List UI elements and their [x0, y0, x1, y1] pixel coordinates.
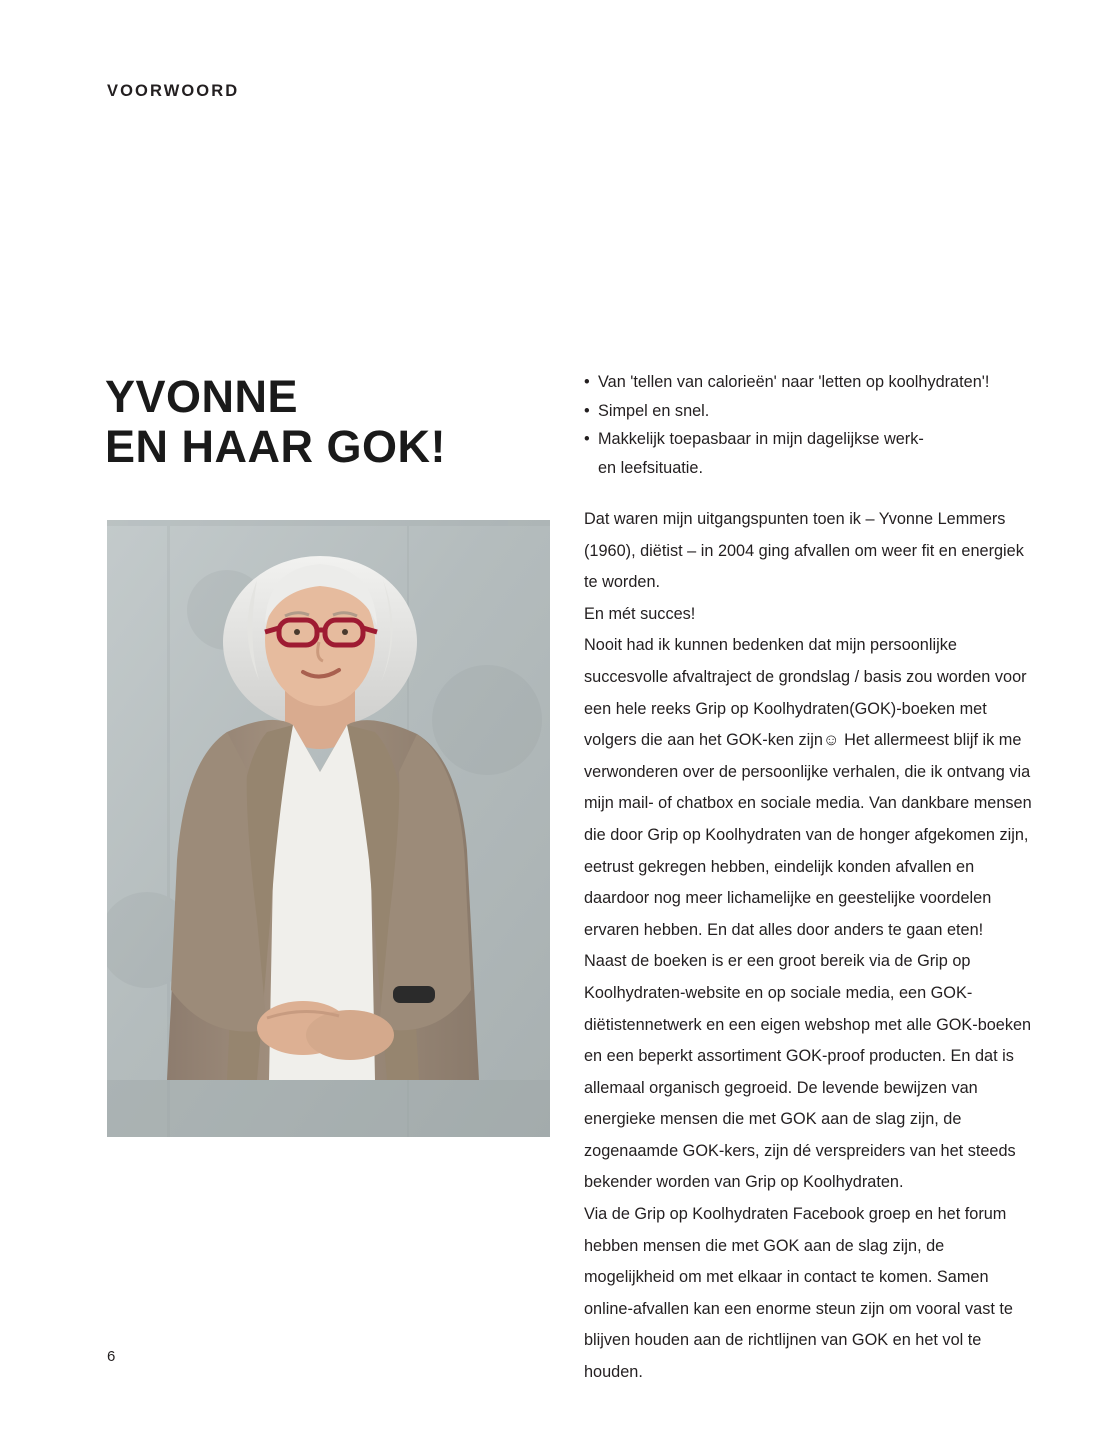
title-line-1: YVONNE	[105, 371, 299, 422]
list-item-text: Makkelijk toepasbaar in mijn dagelijkse werk-	[598, 430, 924, 448]
portrait-illustration	[107, 520, 550, 1137]
list-item-text-continued: en leefsituatie.	[598, 458, 703, 477]
body-text	[584, 504, 1039, 1389]
page-title	[105, 372, 535, 472]
bullet-list	[584, 368, 1039, 482]
paragraph-2: En mét succes!	[584, 604, 696, 623]
paragraph-1: Dat waren mijn uitgangspunten toen ik – Yvonne Lemmers (1960), diëtist – in 2004 ging afvallen om weer fit en energiek te worden.	[584, 510, 1024, 592]
page-number: 6	[107, 1348, 116, 1365]
paragraph-3: Nooit had ik kunnen bedenken dat mijn persoonlijke succesvolle afvaltraject de grondslag / basis zou worden voor een hele reeks Grip op Koolhydraten(GOK)-boeken met volgers die aan het GOK-ken zijn☺ Het allermeest blijf ik me verwonderen over de persoonlijke verhalen, die ik ontvang via mijn mail- of chatbox en sociale media. Van dankbare mensen die door Grip op Koolhydraten van de honger afgekomen zijn, eetrust gekregen hebben, eindelijk konden afvallen en daardoor nog meer lichamelijke en geestelijke voordelen ervaren hebben. En dat alles door anders te gaan eten!	[584, 636, 1032, 939]
running-head: VOORWOORD	[107, 82, 240, 100]
title-line-2: EN HAAR GOK!	[105, 421, 446, 472]
list-item	[584, 425, 1039, 482]
list-item: • Simpel en snel.	[584, 397, 1039, 426]
paragraph-5: Via de Grip op Koolhydraten Facebook groep en het forum hebben mensen die met GOK aan de slag zijn, de mogelijkheid om met elkaar in contact te komen. Samen online-afvallen kan een enorme steun zijn om vooral vast te blijven houden aan de richtlijnen van GOK en het vol te houden.	[584, 1205, 1013, 1382]
text-column	[584, 368, 1039, 1389]
list-item: • Van 'tellen van calorieën' naar 'letten op koolhydraten'!	[584, 368, 1039, 397]
paragraph-4: Naast de boeken is er een groot bereik via de Grip op Koolhydraten-website en op sociale media, een GOK-diëtistennetwerk en een eigen webshop met alle GOK-boeken en een beperkt assortiment GOK-proof producten. En dat is allemaal organisch gegroeid. De levende bewijzen van energieke mensen die met GOK aan de slag zijn, de zogenaamde GOK-kers, zijn dé verspreiders van het steeds bekender worden van Grip op Koolhydraten.	[584, 952, 1032, 1192]
author-portrait-photo	[107, 520, 550, 1137]
